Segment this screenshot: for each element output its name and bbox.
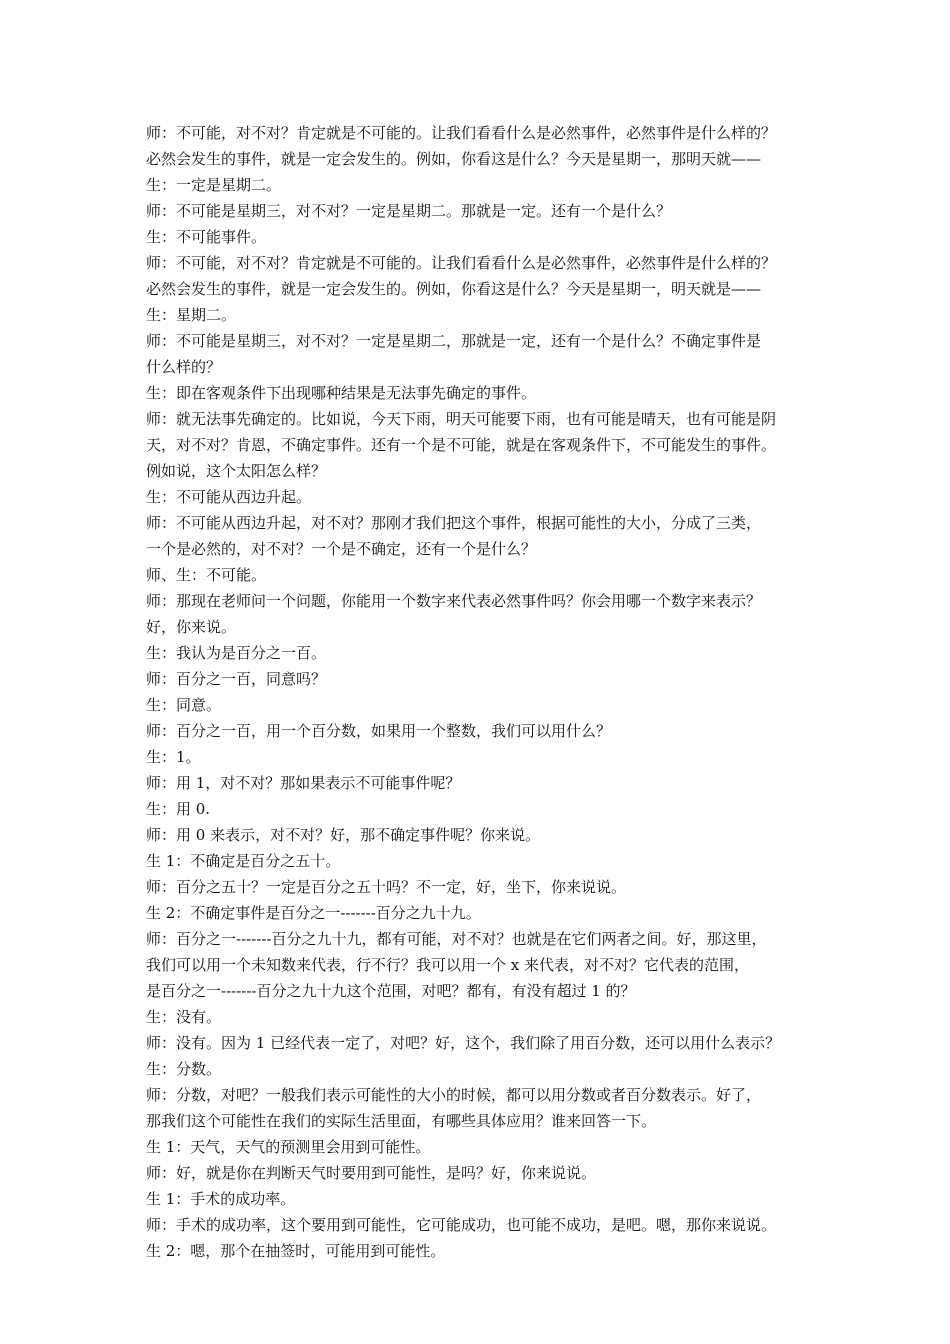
text-line: 师：不可能从西边升起，对不对？那刚才我们把这个事件，根据可能性的大小，分成了三类， (146, 514, 762, 532)
text-line: 师：百分之一-------百分之九十九，都有可能，对不对？也就是在它们两者之间。好，那这里， (146, 930, 767, 948)
text-line: 师：百分之五十？一定是百分之五十吗？不一定，好，坐下，你来说说。 (146, 878, 627, 896)
text-line: 我们可以用一个未知数来代表，行不行？我可以用一个 x 来代表，对不对？它代表的范围， (146, 956, 749, 974)
text-line: 一个是必然的，对不对？一个是不确定，还有一个是什么？ (146, 540, 537, 558)
text-line: 师：分数，对吧？一般我们表示可能性的大小的时候，都可以用分数或者百分数表示。好了， (146, 1086, 762, 1104)
text-line: 生 1：手术的成功率。 (146, 1190, 296, 1208)
text-line: 生：分数。 (146, 1060, 222, 1078)
text-line: 生：1。 (146, 748, 201, 766)
text-line: 生：用 0. (146, 800, 211, 818)
text-line: 天，对不对？肯恩，不确定事件。还有一个是不可能，就是在客观条件下，不可能发生的事件。 (146, 436, 777, 454)
text-line: 师：用 1，对不对？那如果表示不可能事件呢？ (146, 774, 461, 792)
text-line: 生：一定是星期二。 (146, 176, 282, 194)
text-line: 师：用 0 来表示，对不对？好，那不确定事件呢？你来说。 (146, 826, 541, 844)
text-line: 生 1：天气，天气的预测里会用到可能性。 (146, 1138, 431, 1156)
text-line: 师：百分之一百，同意吗？ (146, 670, 327, 688)
text-line: 生：不可能事件。 (146, 228, 267, 246)
text-line: 必然会发生的事件，就是一定会发生的。例如，你看这是什么？今天是星期一，那明天就—— (146, 150, 762, 168)
text-line: 师：不可能是星期三，对不对？一定是星期二，那就是一定，还有一个是什么？不确定事件是 (146, 332, 762, 350)
text-line: 师：那现在老师问一个问题，你能用一个数字来代表必然事件吗？你会用哪一个数字来表示？ (146, 592, 762, 610)
text-line: 师、生：不可能。 (146, 566, 267, 584)
text-line: 生：同意。 (146, 696, 222, 714)
text-line: 师：百分之一百，用一个百分数，如果用一个整数，我们可以用什么？ (146, 722, 612, 740)
text-line: 师：手术的成功率，这个要用到可能性，它可能成功，也可能不成功，是吧。嗯，那你来说说。 (146, 1216, 777, 1234)
text-line: 什么样的？ (146, 358, 222, 376)
text-line: 生 2：不确定事件是百分之一-------百分之九十九。 (146, 904, 481, 922)
text-line: 好，你来说。 (146, 618, 237, 636)
text-line: 生：没有。 (146, 1008, 222, 1026)
text-line: 生：星期二。 (146, 306, 237, 324)
text-line: 生：我认为是百分之一百。 (146, 644, 327, 662)
text-line: 例如说，这个太阳怎么样？ (146, 462, 327, 480)
text-line: 生 2：嗯，那个在抽签时，可能用到可能性。 (146, 1242, 446, 1260)
text-line: 师：不可能，对不对？肯定就是不可能的。让我们看看什么是必然事件，必然事件是什么样的？ (146, 124, 777, 142)
text-line: 师：不可能是星期三，对不对？一定是星期二。那就是一定。还有一个是什么？ (146, 202, 672, 220)
document-page (146, 120, 822, 1264)
text-line: 师：好，就是你在判断天气时要用到可能性，是吗？好，你来说说。 (146, 1164, 597, 1182)
text-line: 是百分之一-------百分之九十九这个范围，对吧？都有，有没有超过 1 的？ (146, 982, 636, 1000)
text-line: 生：即在客观条件下出现哪种结果是无法事先确定的事件。 (146, 384, 537, 402)
text-line: 必然会发生的事件，就是一定会发生的。例如，你看这是什么？今天是星期一，明天就是—— (146, 280, 762, 298)
text-line: 师：就无法事先确定的。比如说，今天下雨，明天可能要下雨，也有可能是晴天，也有可能是阴 (146, 410, 777, 428)
text-line: 生 1：不确定是百分之五十。 (146, 852, 341, 870)
text-line: 那我们这个可能性在我们的实际生活里面，有哪些具体应用？谁来回答一下。 (146, 1112, 657, 1130)
text-line: 师：不可能，对不对？肯定就是不可能的。让我们看看什么是必然事件，必然事件是什么样的？ (146, 254, 777, 272)
text-line: 生：不可能从西边升起。 (146, 488, 312, 506)
text-line: 师：没有。因为 1 已经代表一定了，对吧？好，这个，我们除了用百分数，还可以用什么表示？ (146, 1034, 781, 1052)
